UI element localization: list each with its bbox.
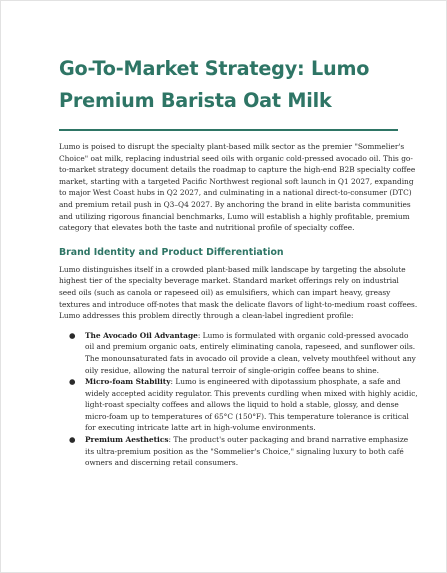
section-paragraph: Lumo distinguishes itself in a crowded plant-based milk landscape by targeting the absolute highest tier of the specialty beverage market. Standard market offerings rely on industrial seed oils (such as canola or rapeseed oil) as emulsifiers, which can impart heavy, greasy textures and introduce off-notes that mask the delicate flavors of light-to-medium roast coffees. Lumo addresses this problem directly through a clean-label ingredient profile: [59, 264, 418, 321]
bullet-icon: ● [69, 435, 76, 445]
list-item [59, 376, 418, 434]
list-item [59, 330, 418, 376]
page-title: Go-To-Market Strategy: Lumo Premium Barista Oat Milk [59, 57, 370, 112]
intro-paragraph: Lumo is poised to disrupt the specialty plant-based milk sector as the premier "Sommelier's Choice" oat milk, replacing industrial seed oils with organic cold-pressed avocado oil. This go-to-market strategy document details the roadmap to capture the high-end B2B specialty coffee market, starting with a targeted Pacific Northwest regional soft launch in Q1 2027, expanding to major West Coast hubs in Q2 2027, and culminating in a national direct-to-consumer (DTC) and premium retail push in Q3–Q4 2027. By anchoring the brand in elite barista communities and utilizing rigorous financial benchmarks, Lumo will establish a highly profitable, premium category that elevates both the taste and nutritional profile of specialty coffee. [59, 142, 416, 233]
section-heading: Brand Identity and Product Differentiation [59, 246, 284, 258]
title-divider [59, 129, 398, 131]
bullet-icon: ● [69, 377, 76, 387]
list-item-text: : Lumo is formulated with organic cold-pressed avocado oil and premium organic oats, entirely eliminating canola, rapeseed, and sunflower oils. The monounsaturated fats in avocado oil provide a clean, velvety mouthfeel without any oily residue, allowing the natural terroir of single-origin coffee beans to shine. [85, 330, 416, 375]
list-item-text: : The product's outer packaging and brand narrative emphasize its ultra-premium position as the "Sommelier's Choice," signaling luxury to both café owners and discerning retail consumers. [85, 435, 409, 468]
list-item-term: The Avocado Oil Advantage [85, 330, 198, 340]
bullet-icon: ● [69, 330, 76, 340]
list-item-term: Micro-foam Stability [85, 377, 171, 387]
list-item-term: Premium Aesthetics [85, 435, 169, 445]
list-item-text: : Lumo is engineered with dipotassium phosphate, a safe and widely accepted acidity regulator. This prevents curdling when mixed with highly acidic, light-roast specialty coffees and allows the liquid to hold a stable, glossy, and dense micro-foam up to temperatures of 65°C (150°F). This temperature tolerance is critical for executing intricate latte art in high-volume environments. [85, 377, 418, 433]
list-item [59, 434, 418, 469]
feature-list [59, 330, 418, 469]
